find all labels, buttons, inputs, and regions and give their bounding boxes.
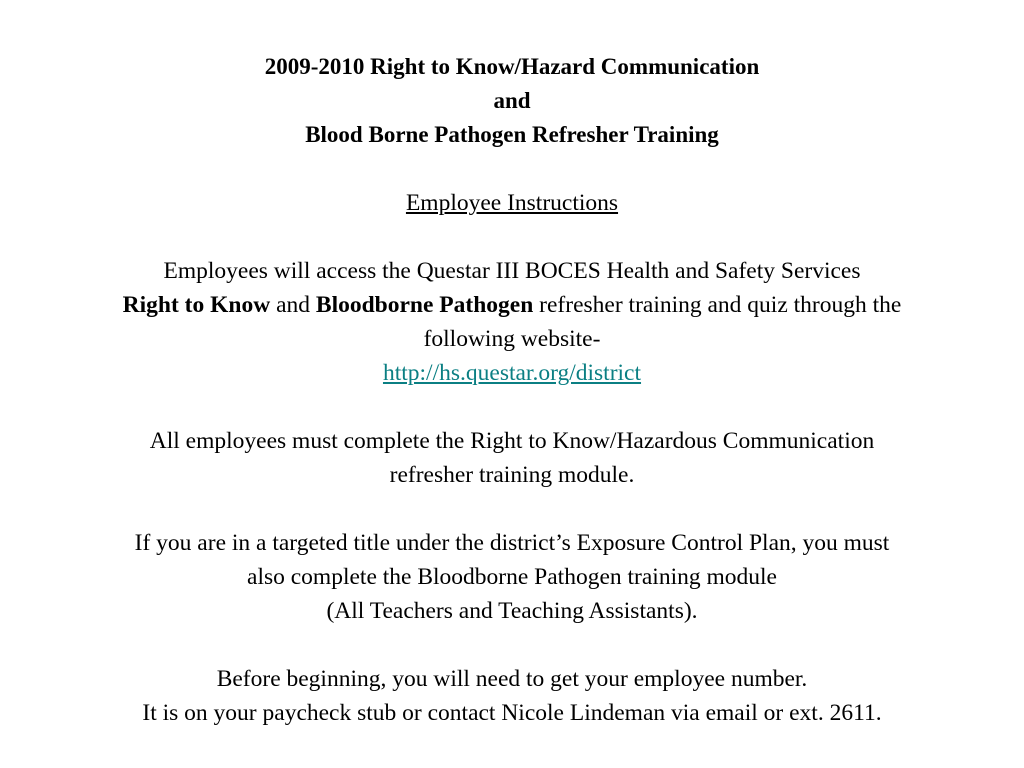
all-employees-line-1: All employees must complete the Right to Know/Hazardous Communication [149,428,875,454]
spacer [0,152,1024,186]
website-link[interactable]: http://hs.questar.org/district [382,360,642,386]
document-page [0,50,1024,730]
website-link-line [0,356,1024,390]
bloodborne-pathogen-label: Bloodborne Pathogen [315,292,534,318]
right-to-know-label: Right to Know [122,292,271,318]
title-line-2: and [493,88,531,113]
title-line-3: Blood Borne Pathogen Refresher Training [305,122,719,147]
before-line-1: Before beginning, you will need to get your employee number. [216,666,808,692]
targeted-line-2: also complete the Bloodborne Pathogen training module [247,564,777,590]
title-line-1: 2009-2010 Right to Know/Hazard Communication [264,54,760,79]
all-employees-paragraph [0,424,1024,492]
all-employees-line-2: refresher training module. [389,462,635,488]
access-line-2 [0,288,1024,322]
spacer [0,390,1024,424]
targeted-title-paragraph [0,526,1024,628]
access-line-2-rest: refresher training and quiz through the [533,292,902,318]
access-line-1: Employees will access the Questar III BOCES Health and Safety Services [163,258,861,284]
access-line-3: following website- [423,326,601,352]
and-connector: and [270,292,316,318]
before-line-2: It is on your paycheck stub or contact Nicole Lindeman via email or ext. 2611. [142,700,882,726]
spacer [0,220,1024,254]
spacer [0,628,1024,662]
spacer [0,492,1024,526]
before-beginning-paragraph [0,662,1024,730]
targeted-line-1: If you are in a targeted title under the district’s Exposure Control Plan, you must [134,530,890,556]
section-heading-employee-instructions: Employee Instructions [405,190,619,216]
targeted-line-3: (All Teachers and Teaching Assistants). [326,598,698,624]
document-title [0,50,1024,152]
access-paragraph [0,254,1024,390]
